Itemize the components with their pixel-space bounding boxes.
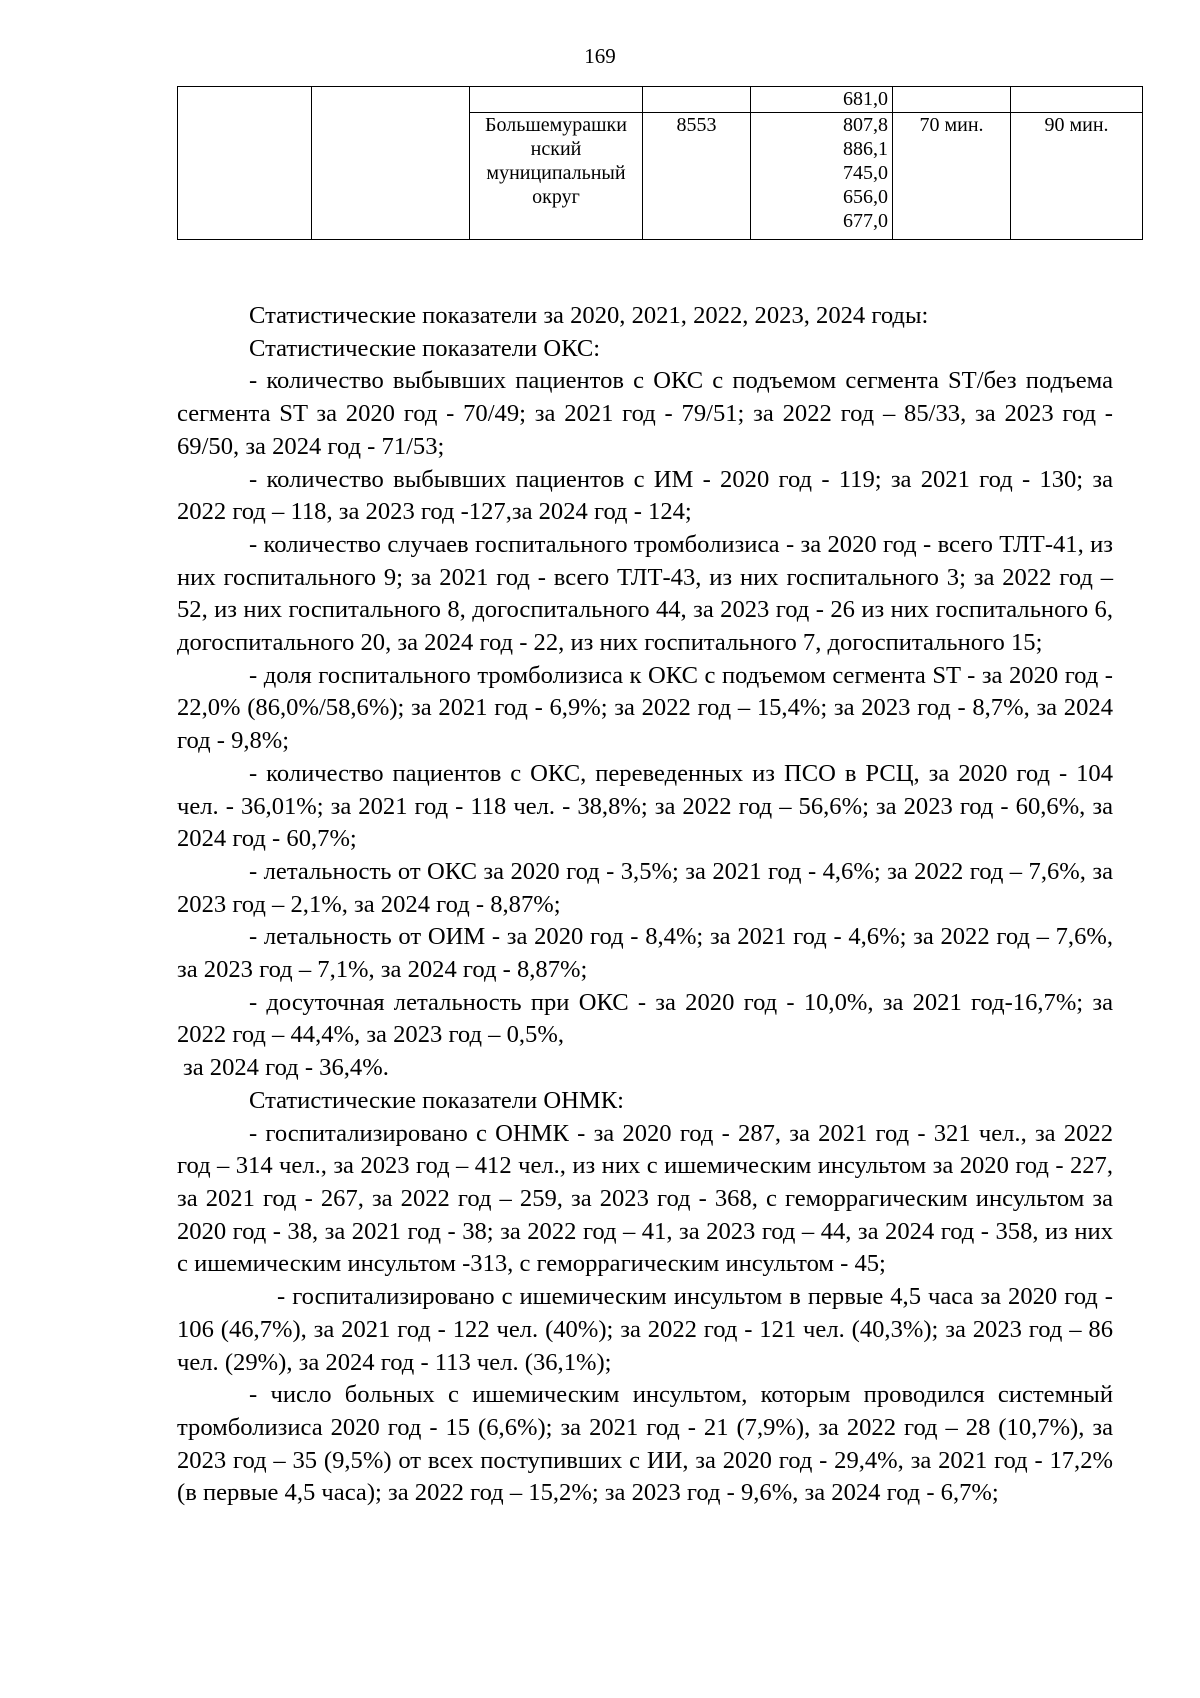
- page-number: 169: [584, 44, 616, 68]
- paragraph: - количество выбывших пациентов с ИМ - 2020 год - 119; за 2021 год - 130; за 2022 год – 118, за 2023 год -127,за 2024 год - 124;: [177, 465, 1113, 526]
- table-cell-district: Большемурашки нский муниципальный округ: [470, 113, 643, 240]
- table-cell: [1011, 87, 1143, 113]
- paragraph: - госпитализировано с ОНМК - за 2020 год - 287, за 2021 год - 321 чел., за 2022 год – 314 чел., за 2023 год – 412 чел., из них с ишемическим инсультом за 2020 год - 227, за 2021 год - 267, за 2022 год – 259, за 2023 год - 368, с геморрагическим инсультом за 2020 год - 38, за 2021 год - 38; за 2022 год – 41, за 2023 год – 44, за 2024 год - 358, из них с ишемическим инсультом -313, с геморрагическим инсультом - 45;: [177, 1119, 1113, 1278]
- table-cell-population: 8553: [643, 113, 751, 240]
- paragraph: - госпитализировано с ишемическим инсультом в первые 4,5 часа за 2020 год - 106 (46,7%), за 2021 год - 122 чел. (40%); за 2022 год - 121 чел. (40,3%); за 2023 год – 86 чел. (29%), за 2024 год - 113 чел. (36,1%);: [177, 1283, 1113, 1376]
- paragraph: - летальность от ОИМ - за 2020 год - 8,4%; за 2021 год - 4,6%; за 2022 год – 7,6%, за 2023 год – 7,1%, за 2024 год - 8,87%;: [177, 923, 1113, 984]
- table-cell: [312, 87, 470, 240]
- data-table: [177, 86, 1143, 240]
- paragraph: Статистические показатели за 2020, 2021, 2022, 2023, 2024 годы:: [249, 302, 929, 329]
- paragraph: - число больных с ишемическим инсультом, которым проводился системный тромболизиса 2020 год - 15 (6,6%); за 2021 год - 21 (7,9%), за 2022 год – 28 (10,7%), за 2023 год – 35 (9,5%) от всех поступивших с ИИ, за 2020 год - 29,4%, за 2021 год - 17,2% (в первые 4,5 часа); за 2022 год – 15,2%; за 2023 год - 9,6%, за 2024 год - 6,7%;: [177, 1381, 1113, 1507]
- table-cell: [470, 87, 643, 113]
- table-row: [178, 87, 1143, 113]
- paragraph: - количество пациентов с ОКС, переведенных из ПСО в РСЦ, за 2020 год - 104 чел. - 36,01%; за 2021 год - 118 чел. - 38,8%; за 2022 год – 56,6%; за 2023 год - 60,6%, за 2024 год - 60,7%;: [177, 759, 1113, 853]
- paragraph: - количество выбывших пациентов с ОКС с подъемом сегмента ST/без подъема сегмента ST за 2020 год - 70/49; за 2021 год - 79/51; за 2022 год – 85/33, за 2023 год - 69/50, за 2024 год - 71/53;: [177, 367, 1113, 460]
- paragraph: за 2024 год - 36,4%.: [183, 1054, 389, 1082]
- paragraph: - доля госпитального тромболизиса к ОКС с подъемом сегмента ST - за 2020 год - 22,0% (86,0%/58,6%); за 2021 год - 6,9%; за 2022 год – 15,4%; за 2023 год - 8,7%, за 2024 год - 9,8%;: [177, 661, 1113, 755]
- table-cell: [893, 87, 1011, 113]
- table-cell-time2: 90 мин.: [1011, 113, 1143, 240]
- paragraph: - количество случаев госпитального тромболизиса - за 2020 год - всего ТЛТ-41, из них госпитального 9; за 2021 год - всего ТЛТ-43, из них госпитального 3; за 2022 год – 52, из них госпитального 8, догоспитального 44, за 2023 год - 26 из них госпитального 6, догоспитального 20, за 2024 год - 22, из них госпитального 7, догоспитального 15;: [177, 530, 1113, 657]
- paragraph: Статистические показатели ОНМК:: [249, 1086, 624, 1114]
- table-cell-values: 681,0: [751, 87, 893, 113]
- paragraph: Статистические показатели ОКС:: [249, 334, 601, 362]
- table-cell-values: 807,8 886,1 745,0 656,0 677,0: [751, 113, 893, 240]
- table-cell: [643, 87, 751, 113]
- paragraph: - досуточная летальность при ОКС - за 2020 год - 10,0%, за 2021 год-16,7%; за 2022 год – 44,4%, за 2023 год – 0,5%,: [177, 988, 1113, 1049]
- table-cell-time1: 70 мин.: [893, 113, 1011, 240]
- table-cell: [178, 87, 312, 240]
- paragraph: - летальность от ОКС за 2020 год - 3,5%; за 2021 год - 4,6%; за 2022 год – 7,6%, за 2023 год – 2,1%, за 2024 год - 8,87%;: [177, 857, 1113, 918]
- body-text: [177, 300, 1113, 1510]
